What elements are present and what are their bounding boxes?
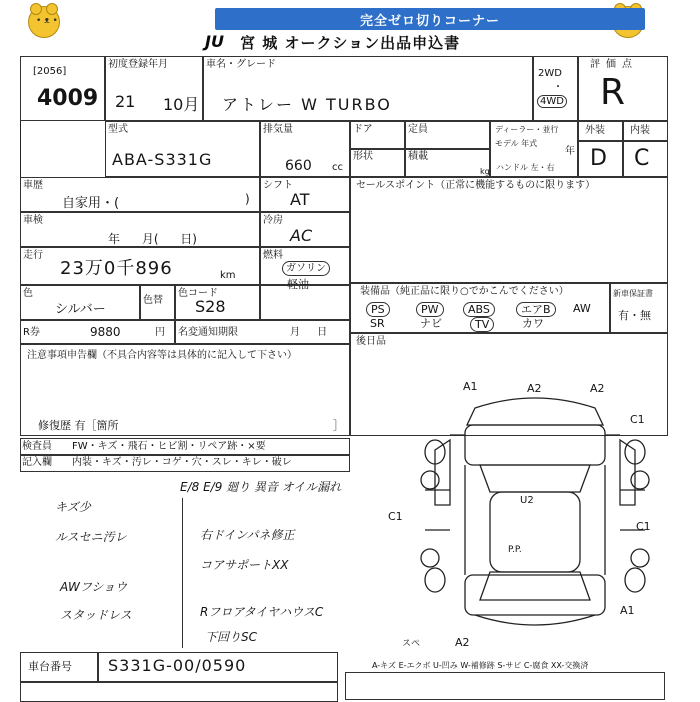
mark-a1-front: A1 [463, 380, 478, 393]
warranty-label: 新車保証書 [613, 289, 653, 298]
mark-spare: スペ [402, 639, 421, 649]
sales-point-cell [350, 177, 668, 283]
equip-ps: PS [366, 302, 390, 317]
displacement-value: 660 [285, 158, 312, 174]
year-suffix: 年 [565, 146, 575, 157]
sales-point-label: セールスポイント（正常に機能するものに限ります） [356, 180, 596, 191]
exterior-label: 外装 [585, 125, 605, 136]
recycle-label: R券 [23, 327, 40, 338]
name-change-value: 月 日 [290, 327, 328, 338]
inspection-label: 車検 [23, 215, 43, 226]
handnote-7: スタッドレス [60, 608, 132, 622]
interior-row: 内装・キズ・汚レ・コゲ・穴・スレ・キレ・破レ [72, 457, 292, 468]
handnote-2: キズ少 [55, 500, 91, 514]
usage-cell [20, 177, 260, 212]
ac-label: 冷房 [263, 215, 283, 226]
fuel-diesel: 軽油 [287, 278, 309, 291]
equip-pw: PW [416, 302, 444, 317]
color-label: 色 [23, 288, 33, 299]
equip-tv: TV [470, 317, 494, 332]
first-reg-month: 10月 [163, 95, 200, 114]
chassis-extra-row [20, 682, 338, 702]
handnote-6: AWフショウ [60, 580, 128, 594]
handnote-1: E/8 E/9 廻り 異音 オイル漏れ [180, 480, 342, 494]
recycle-value: 9880 [90, 325, 121, 339]
handnote-4: 右ドインパネ修正 [200, 528, 295, 542]
usage-close: ) [245, 192, 250, 206]
model-value: ABA-S331G [112, 150, 213, 169]
capacity-label: 定員 [408, 124, 428, 135]
score-value: R [600, 72, 626, 113]
drive-2wd: 2WD [538, 68, 562, 79]
mark-pp: P.P. [508, 545, 522, 555]
mark-c1-right: C1 [630, 413, 645, 426]
handnote-8: RフロアタイヤハウスC [200, 605, 324, 619]
ju-logo: JU [205, 32, 224, 51]
car-name-label: 車名・グレード [206, 59, 276, 70]
fuel-cell-ext [260, 285, 350, 320]
mileage-label: 走行 [23, 250, 43, 261]
color-code-label: 色コード [178, 288, 218, 299]
equip-leather: カワ [522, 317, 544, 330]
later-label: 後日品 [356, 336, 386, 347]
mark-a1-rear: A1 [620, 604, 635, 617]
handnote-5: コアサポートXX [200, 558, 289, 572]
color-value: シルバー [55, 302, 106, 317]
shift-value: AT [290, 190, 310, 209]
entry-label: 記入欄 [22, 457, 52, 468]
inspection-value: 年 月( 日) [108, 232, 197, 246]
warranty-value: 有・無 [618, 309, 651, 322]
recycle-unit: 円 [155, 327, 165, 338]
lot-number: 4009 [37, 86, 99, 111]
damage-legend: A-キズ E-エクボ U-凹み W-補修跡 S-サビ C-腐食 XX-交換済 [372, 661, 589, 670]
load-label: 積載 [408, 151, 428, 162]
usage-value: 自家用・( [62, 196, 120, 211]
mileage-unit: km [220, 270, 236, 281]
equip-sr: SR [370, 317, 385, 330]
handle-label: ハンドル 左・右 [496, 163, 555, 172]
mileage-value: 23万0千896 [60, 258, 173, 279]
car-name-value: アトレー W TURBO [222, 95, 392, 114]
handnote-9: 下回りSC [205, 630, 257, 644]
banner-title: 完全ゼロ切りコーナー [215, 8, 645, 30]
model-label: 型式 [108, 124, 128, 135]
chassis-value: S331G-00/0590 [108, 656, 247, 675]
name-change-label: 名変通知期限 [178, 327, 238, 338]
equip-abs: ABS [463, 302, 495, 317]
equipment-label: 装備品（純正品に限り○でかこんでください） [360, 286, 569, 297]
mascot-left-icon: • ᴥ • [28, 6, 60, 38]
displacement-unit: cc [332, 162, 343, 173]
mark-c1-left: C1 [388, 510, 403, 523]
usage-label: 車歴 [23, 180, 43, 191]
mark-c1-rear: C1 [636, 520, 651, 533]
shape-label: 形状 [353, 151, 373, 162]
color-num-label: 色替 [143, 295, 163, 306]
fw-row: FW・キズ・飛石・ヒビ割・リペア跡・×要 [72, 441, 266, 452]
repair-label: 修復歴 有［箇所 [38, 419, 119, 432]
inspector-label: 検査員 [22, 441, 52, 452]
drive-4wd: 4WD [537, 95, 567, 108]
displacement-label: 排気量 [263, 124, 293, 135]
first-reg-label: 初度登録年月 [108, 59, 168, 70]
repair-close: ］ [333, 419, 344, 432]
fuel-label: 燃料 [263, 250, 283, 261]
interior-label: 内装 [630, 125, 650, 136]
shift-label: シフト [263, 180, 293, 191]
doc-number: [2056] [33, 66, 67, 77]
drive-dot: ・ [553, 82, 563, 93]
equip-navi: ナビ [420, 317, 442, 330]
dealer-label: ディーラー・並行 [495, 125, 559, 134]
mark-u2: U2 [520, 495, 534, 506]
chassis-label: 車台番号 [28, 660, 72, 673]
interior-value: C [634, 146, 650, 171]
notes-label: 注意事項申告欄（不具合内容等は具体的に記入して下さい） [27, 350, 297, 361]
door-label: ドア [353, 124, 373, 135]
equip-airbag: エアB [516, 302, 556, 317]
score-label: 評価点 [590, 59, 638, 70]
first-reg-year: 21 [115, 92, 136, 111]
form-title: 宮 城 オークション出品申込書 [240, 34, 461, 52]
mark-a2-front: A2 [527, 382, 542, 395]
kg-unit: kg [480, 167, 490, 176]
mark-a2-right: A2 [590, 382, 605, 395]
fuel-gas: ガソリン [282, 261, 330, 276]
bottom-right-box [345, 672, 665, 700]
exterior-value: D [590, 146, 607, 171]
model-year-label: モデル 年式 [495, 139, 538, 148]
mark-a2-rear: A2 [455, 636, 470, 649]
color-code-value: S28 [195, 297, 226, 316]
inspector-divider [20, 454, 350, 456]
note-divider [182, 498, 183, 648]
handnote-3: ルスセニ汚レ [55, 530, 127, 544]
equip-aw: AW [573, 302, 591, 315]
ac-value: AC [290, 226, 313, 245]
